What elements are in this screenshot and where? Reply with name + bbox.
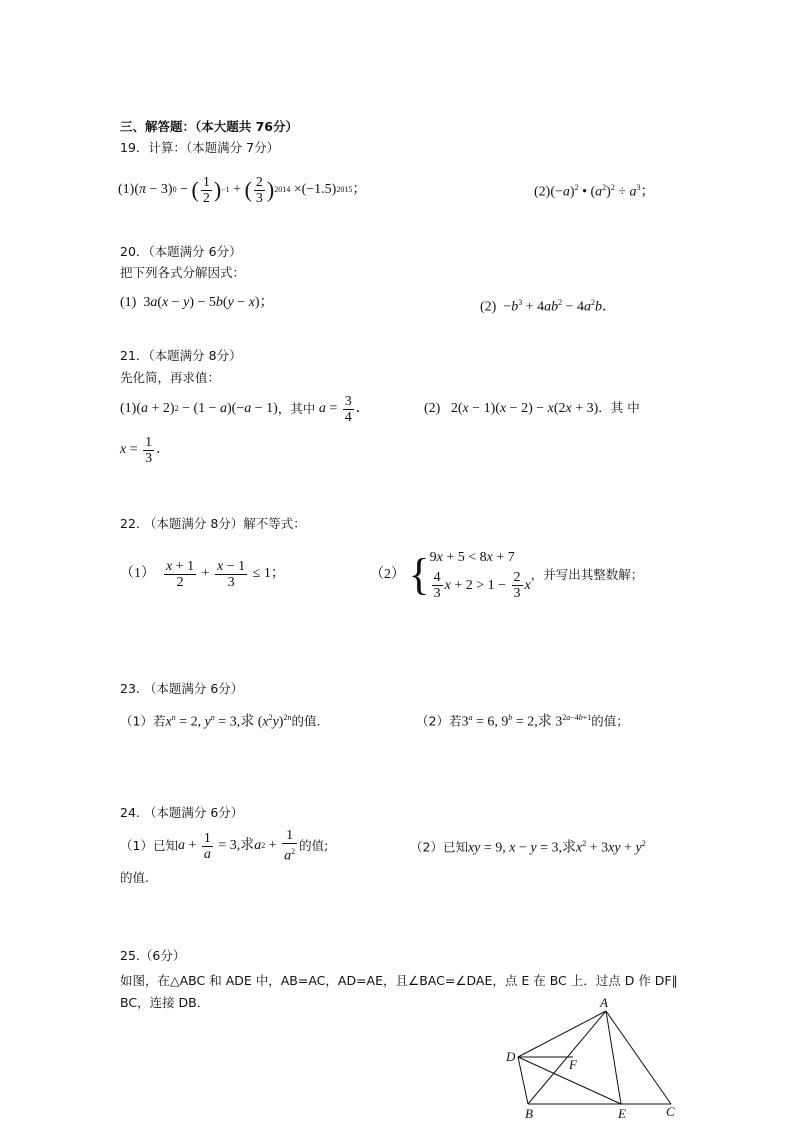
q22-part1: （1） $\frac{x + 1}{2}$ + $\frac{x - 1}{3}$ ≤ 1； bbox=[120, 558, 285, 590]
q21-title: 21．（本题满分 8分） bbox=[120, 348, 242, 363]
label-E: E bbox=[618, 1106, 626, 1121]
q22-part2: （2） { 9x + 5 < 8x + 7 $\frac{4}{3}$ x + 2 > 1 − $\frac{2}{3}$ x ，并写出其整数解； bbox=[370, 550, 644, 602]
segment-AD bbox=[518, 1011, 606, 1057]
q22-p2-tail: ，并写出其整数解； bbox=[530, 567, 644, 582]
q21-part2-cont: x = $\frac{1}{3}$ ． bbox=[120, 434, 171, 466]
q25-line1: 如图，在△ABC 和 ADE 中，AB=AC，AD=AE，且∠BAC=∠DAE，点 E 在 BC 上．过点 D 作 DF∥ bbox=[120, 973, 678, 988]
q23-part1: （1）若$x^n = 2$, $y^n = 3$,求 $(x^2y)^{2n}$的值. bbox=[120, 713, 321, 730]
q23-part2: （2）若$3^a = 6$, $9^b = 2$,求 $3^{2a-4b+1}$的值； bbox=[416, 713, 629, 730]
label-B: B bbox=[525, 1106, 533, 1121]
segment-DB bbox=[518, 1057, 528, 1104]
q23-title: 23. （本题满分 6分） bbox=[120, 681, 244, 696]
q22-title: 22. （本题满分 8分）解不等式： bbox=[120, 516, 306, 531]
q24-p1-tail: 的值; bbox=[299, 838, 329, 853]
q24-p2-pre: （2）已知 bbox=[410, 839, 468, 855]
q25-line2: BC，连接 DB． bbox=[120, 995, 210, 1010]
q21-p1-tail: ，其中 bbox=[277, 401, 316, 416]
q21-prompt: 先化简，再求值： bbox=[120, 370, 221, 385]
q23-p2-pre: （2）若 bbox=[416, 713, 462, 729]
q20-part1: (1) 3a(x − y) − 5b(y − x)； bbox=[120, 295, 274, 310]
q23-p2-tail: 的值； bbox=[591, 713, 629, 729]
label-D: D bbox=[506, 1049, 516, 1064]
q25-title: 25.（6分） bbox=[120, 948, 186, 963]
q19-part2: $(2)(-a)^2$ • $(a^2)^2 \div a^3$； bbox=[534, 183, 655, 200]
q24-p2-tail: 的值. bbox=[120, 870, 149, 885]
q20-prompt: 把下列各式分解因式： bbox=[120, 265, 246, 280]
q24-p1-pre: （1）已知 bbox=[120, 838, 178, 853]
triangle-figure bbox=[495, 995, 695, 1123]
q19-part1: (1)( π − 3) 0 − ( $\frac{1}{2}$ ) −1 + ( $\frac{2}{3}$ ) 2014 ×(−1.5) 2015 ； bbox=[118, 174, 367, 206]
label-F: F bbox=[569, 1057, 577, 1072]
q21-p2-tail: ．其 中 bbox=[598, 400, 640, 415]
q24-title: 24. （本题满分 6分） bbox=[120, 805, 244, 820]
section-heading: 三、解答题：（本大题共 76分） bbox=[120, 119, 298, 134]
label-C: C bbox=[666, 1104, 675, 1119]
q20-part2: $(2) -b^3 + 4ab^2 - 4a^2b$． bbox=[480, 298, 617, 315]
q21-part1: (1)( a + 2) 2 − (1 − a )(− a − 1) ，其中 a = $\frac{3}{4}$ ． bbox=[120, 393, 370, 425]
q23-p1-tail: 的值. bbox=[291, 713, 321, 729]
q24-part2: （2）已知xy = 9, x − y = 3,求$x^2 + 3xy + y^2$ bbox=[410, 839, 646, 856]
q19-title: 19．计算：（本题满分 7分） bbox=[120, 140, 280, 155]
segment-AE bbox=[606, 1011, 621, 1104]
q24-part1: （1）已知 a + $\frac{1}{a}$ = 3,求 a 2 + $\frac{1}{a^2}$ 的值; bbox=[120, 828, 329, 864]
q20-title: 20．（本题满分 6分） bbox=[120, 244, 242, 259]
label-A: A bbox=[600, 995, 608, 1010]
q21-part2: (2) 2(x − 1)(x − 2) − x(2x + 3)．其 中 bbox=[424, 400, 640, 416]
segment-AC bbox=[606, 1011, 671, 1104]
q23-p1-pre: （1）若 bbox=[120, 713, 166, 729]
